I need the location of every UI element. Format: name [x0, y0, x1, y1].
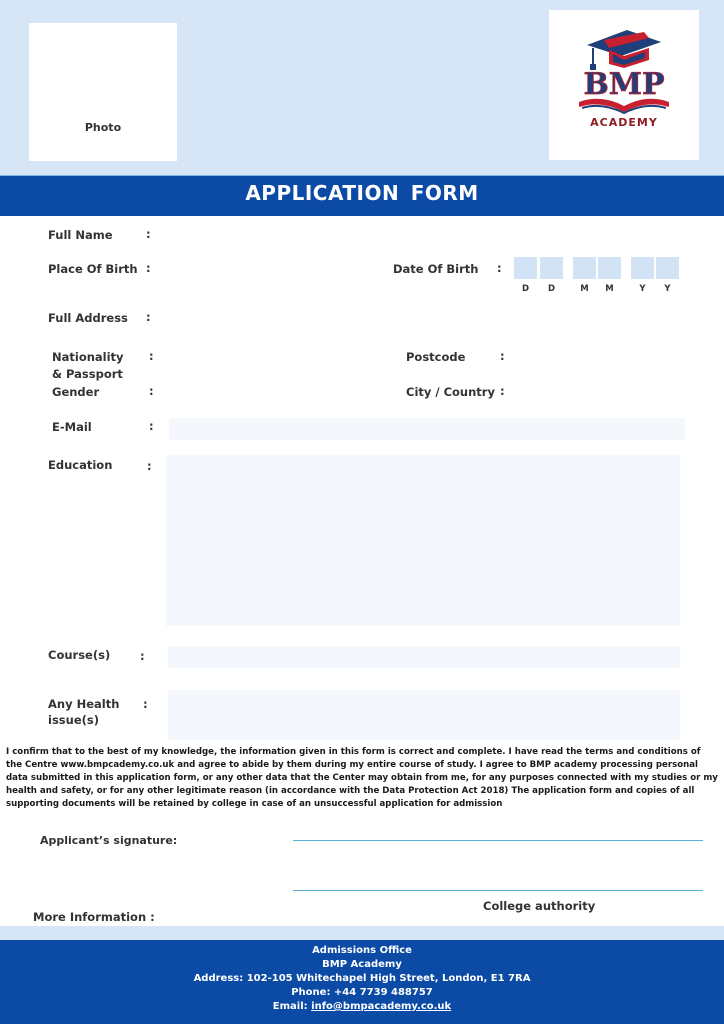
- nationality-field[interactable]: [162, 346, 387, 368]
- email-colon: :: [149, 419, 154, 433]
- email-label: E-Mail: [52, 420, 92, 434]
- place-of-birth-field[interactable]: [160, 258, 385, 280]
- footer-phone: Phone: +44 7739 488757: [291, 987, 433, 998]
- full-address-label: Full Address: [48, 311, 128, 325]
- dob-day-1-letter: D: [521, 284, 530, 294]
- applicant-signature-label: Applicant’s signature:: [40, 834, 178, 847]
- health-label-line1: Any Health: [48, 697, 120, 711]
- date-of-birth-colon: :: [497, 261, 502, 275]
- page-title: APPLICATION FORM: [245, 181, 479, 205]
- education-colon: :: [147, 459, 152, 473]
- declaration-text: I confirm that to the best of my knowledge, the information given in this form is correct and complete. I have read the terms and conditions of the Centre www.bmpcademy.co.uk and agree to abide by them during my entire course of study. I agree to BMP academy processing personal data submitted in this application form, or any other data that the Center may obtain from me, for any purposes connected with my studies or my health and safety, or for any other legitimate reason (in accordance with the Data Protection Act 2018) The application form and copies of all supporting documents will be retained by college in case of an unsuccessful application for admission: [6, 747, 718, 809]
- college-authority-label: College authority: [483, 899, 596, 913]
- full-name-label: Full Name: [48, 228, 113, 242]
- dob-day-2-box[interactable]: [540, 257, 563, 279]
- courses-field[interactable]: [168, 646, 680, 668]
- dob-year-2-letter: Y: [664, 284, 671, 294]
- gender-colon: :: [149, 384, 154, 398]
- dob-day-1-box[interactable]: [514, 257, 537, 279]
- logo-sub-text: ACADEMY: [590, 116, 658, 129]
- gender-label: Gender: [52, 385, 100, 399]
- footer-accent-strip: [0, 926, 724, 940]
- city-country-colon: :: [500, 384, 505, 398]
- more-information-label: More Information :: [33, 910, 155, 924]
- dob-year-1-letter: Y: [639, 284, 646, 294]
- health-colon: :: [143, 697, 148, 711]
- health-field[interactable]: [168, 690, 680, 740]
- photo-box[interactable]: [29, 23, 177, 161]
- dob-day-2-letter: D: [547, 284, 556, 294]
- nationality-colon: :: [149, 349, 154, 363]
- city-country-label: City / Country: [406, 385, 495, 399]
- courses-label: Course(s): [48, 648, 111, 662]
- footer-email-link[interactable]: info@bmpacademy.co.uk: [311, 1001, 452, 1012]
- full-address-field[interactable]: [160, 306, 680, 328]
- footer-office: Admissions Office: [312, 945, 412, 956]
- city-country-field[interactable]: [512, 381, 682, 403]
- photo-label: Photo: [84, 121, 122, 134]
- postcode-field[interactable]: [512, 346, 682, 368]
- place-of-birth-label: Place Of Birth: [48, 262, 138, 276]
- graduation-cap-book-icon: [549, 10, 699, 160]
- logo-brand-text: BMP: [583, 67, 665, 102]
- full-address-colon: :: [146, 310, 151, 324]
- dob-year-1-box[interactable]: [631, 257, 654, 279]
- postcode-colon: :: [500, 349, 505, 363]
- footer-academy: BMP Academy: [322, 959, 402, 970]
- dob-month-1-box[interactable]: [573, 257, 596, 279]
- footer-email-line: [0, 1000, 724, 1014]
- title-bar: [0, 175, 724, 216]
- dob-month-2-box[interactable]: [598, 257, 621, 279]
- gender-field[interactable]: [162, 381, 387, 403]
- academy-logo: [549, 10, 699, 160]
- footer: [0, 940, 724, 1024]
- footer-email-prefix: Email:: [272, 1001, 312, 1012]
- college-authority-signature-line[interactable]: [293, 890, 703, 891]
- full-name-colon: :: [146, 227, 151, 241]
- education-label: Education: [48, 458, 113, 472]
- nationality-label-line1: Nationality: [52, 350, 124, 364]
- email-field[interactable]: [169, 418, 685, 440]
- health-label-line2: issue(s): [48, 713, 99, 727]
- date-of-birth-label: Date Of Birth: [393, 262, 479, 276]
- dob-month-2-letter: M: [605, 284, 614, 294]
- applicant-signature-line[interactable]: [293, 840, 703, 841]
- dob-month-1-letter: M: [580, 284, 589, 294]
- dob-year-2-box[interactable]: [656, 257, 679, 279]
- nationality-label-line2: & Passport: [52, 367, 123, 381]
- footer-address: Address: 102-105 Whitechapel High Street, London, E1 7RA: [193, 973, 531, 984]
- education-field[interactable]: [166, 455, 680, 626]
- full-name-field[interactable]: [160, 224, 680, 246]
- postcode-label: Postcode: [406, 350, 466, 364]
- place-of-birth-colon: :: [146, 261, 151, 275]
- courses-colon: :: [140, 649, 145, 663]
